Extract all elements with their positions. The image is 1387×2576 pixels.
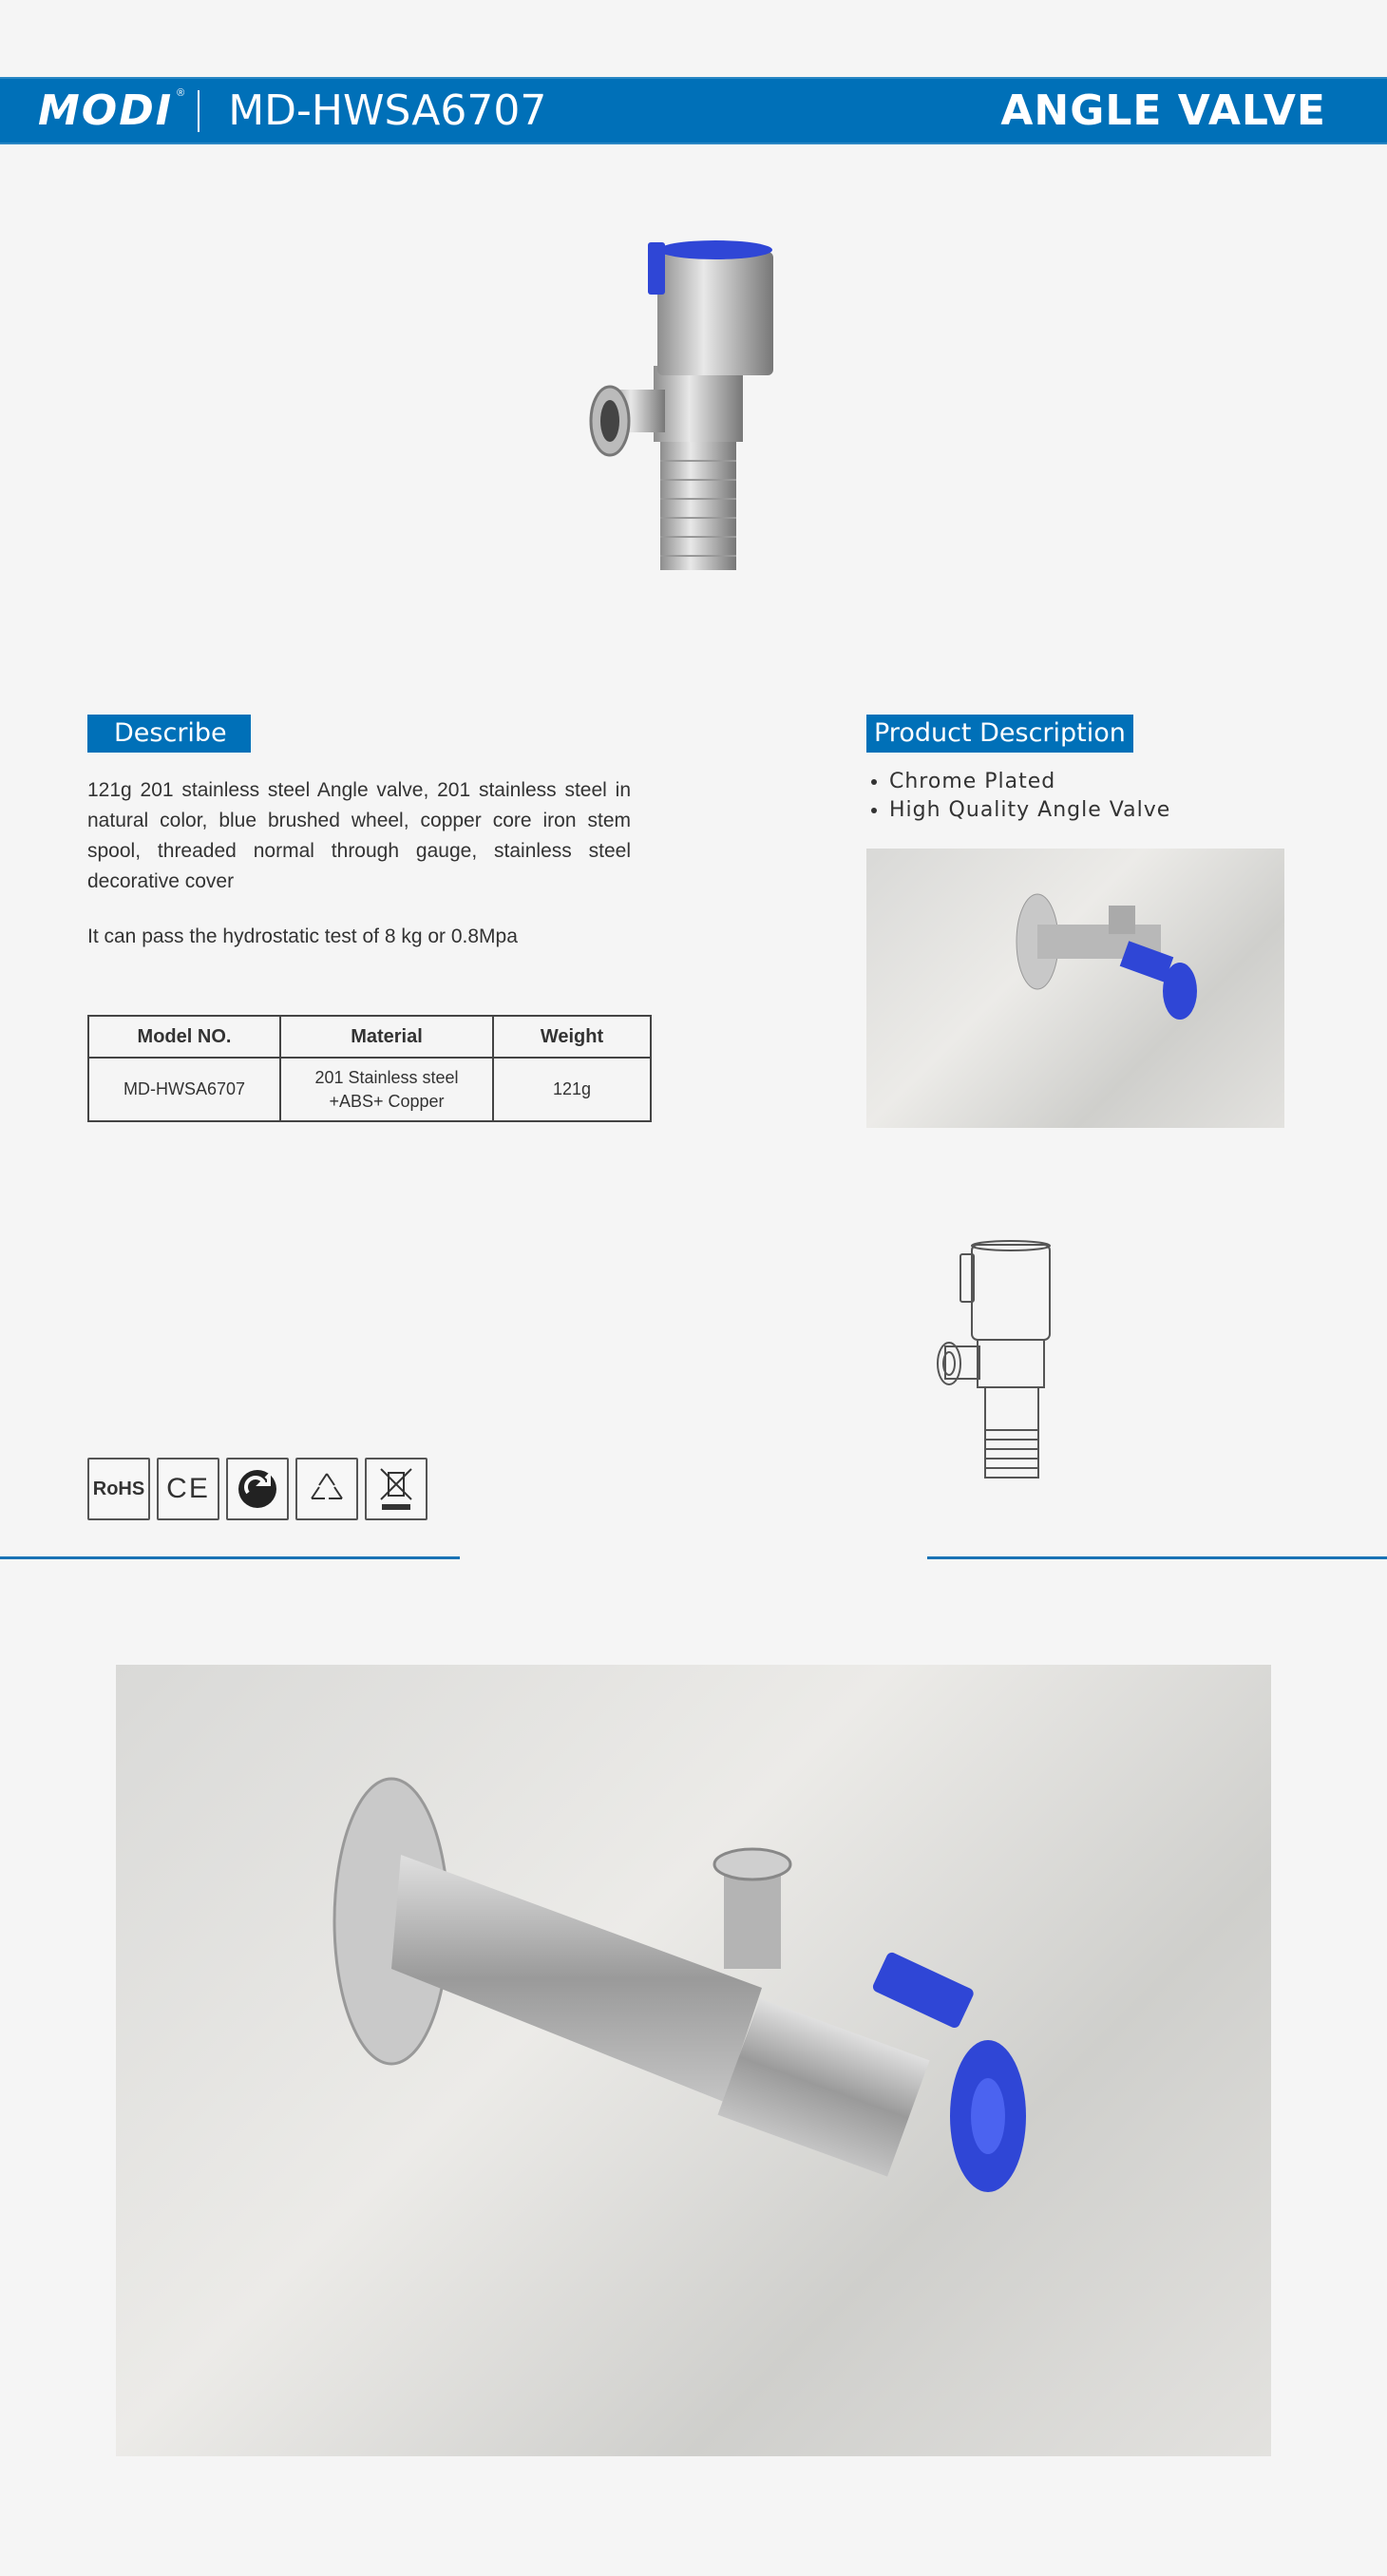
feature-list (866, 768, 1170, 825)
header-banner (0, 77, 1387, 144)
header-model: Model NO. (88, 1016, 280, 1058)
green-dot-icon (226, 1458, 289, 1520)
installed-product-photo (866, 849, 1284, 1128)
list-item: • High Quality Angle Valve (889, 796, 1170, 825)
table-header-row (88, 1016, 651, 1058)
cell-material: 201 Stainless steel +ABS+ Copper (280, 1058, 493, 1121)
hydrostatic-test-text: It can pass the hydrostatic test of 8 kg or 0.8Mpa (87, 925, 518, 947)
model-number: MD-HWSA6707 (228, 86, 547, 135)
table-row (88, 1058, 651, 1121)
registered-mark: ® (177, 87, 185, 99)
description-text: 121g 201 stainless steel Angle valve, 201 stainless steel in natural color, blue brushed wheel, copper core iron stem spool, threaded normal through gauge, stainless steel decorative cover (87, 779, 631, 892)
describe-body (87, 775, 631, 952)
header-weight: Weight (493, 1016, 651, 1058)
recycle-icon (295, 1458, 358, 1520)
describe-heading: Describe (87, 715, 251, 753)
product-category: ANGLE VALVE (1000, 86, 1326, 135)
product-image (589, 233, 788, 594)
header-material: Material (280, 1016, 493, 1058)
list-item: • Chrome Plated (889, 768, 1170, 796)
divider-right (927, 1556, 1387, 1559)
rohs-icon (87, 1458, 150, 1520)
divider (198, 90, 200, 132)
ce-icon (157, 1458, 219, 1520)
brand-logo: MODI (38, 86, 174, 135)
weee-bin-icon (365, 1458, 428, 1520)
cell-model: MD-HWSA6707 (88, 1058, 280, 1121)
rohs-label: RoHS (92, 1478, 145, 1499)
spec-table (87, 1015, 652, 1122)
cell-weight: 121g (493, 1058, 651, 1121)
divider-left (0, 1556, 460, 1559)
line-drawing (936, 1240, 1069, 1482)
product-description-heading: Product Description (866, 715, 1133, 753)
large-product-photo (116, 1665, 1271, 2456)
ce-label: CE (166, 1473, 210, 1504)
